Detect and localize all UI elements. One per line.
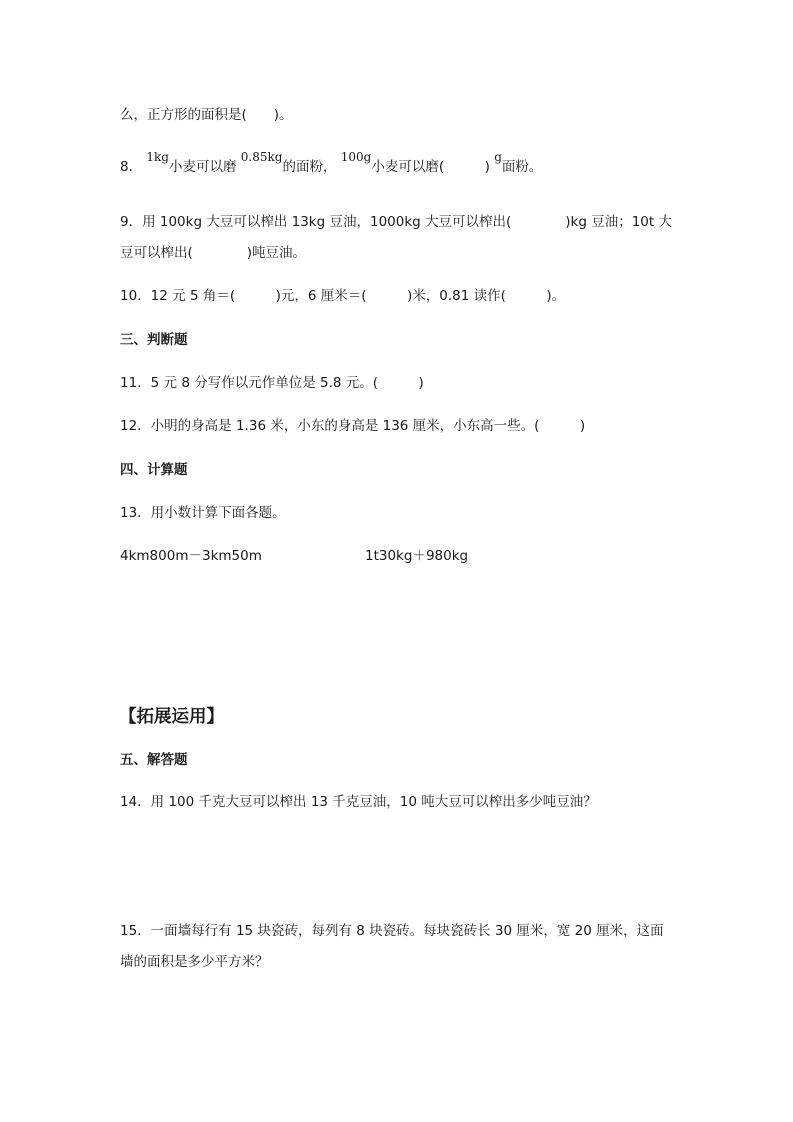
question-9-line-1: 9．用 100kg 大豆可以榨出 13kg 豆油，1000kg 大豆可以榨出( )kg 豆油；10t 大 xyxy=(120,214,672,230)
calc-problem-2: 1t30kg＋980kg xyxy=(365,548,469,564)
section-5-heading: 五、解答题 xyxy=(120,752,188,768)
question-15-line-1: 15．一面墙每行有 15 块瓷砖，每列有 8 块瓷砖。每块瓷砖长 30 厘米，宽 20 厘米，这面 xyxy=(120,923,664,939)
question-8 xyxy=(120,150,543,176)
section-4-heading: 四、计算题 xyxy=(120,462,188,478)
question-8-sup-4: g xyxy=(494,150,502,164)
question-11: 11．5 元 8 分写作以元作单位是 5.8 元。( ) xyxy=(120,375,424,391)
question-13: 13．用小数计算下面各题。 xyxy=(120,505,286,521)
question-10: 10．12 元 5 角＝( )元，6 厘米＝( )米，0.81 读作( )。 xyxy=(120,288,566,304)
question-12: 12．小明的身高是 1.36 米，小东的身高是 136 厘米，小东高一些。( ) xyxy=(120,418,586,434)
question-8-sup-3: 100g xyxy=(340,150,372,164)
question-8-text-3: 小麦可以磨( ) xyxy=(371,159,490,175)
question-15-line-2: 墙的面积是多少平方米？ xyxy=(120,954,269,970)
question-9-line-2: 豆可以榨出( )吨豆油。 xyxy=(120,245,307,261)
question-8-text-4: 面粉。 xyxy=(501,159,543,175)
question-14: 14．用 100 千克大豆可以榨出 13 千克豆油，10 吨大豆可以榨出多少吨豆油？ xyxy=(120,794,597,810)
section-3-heading: 三、判断题 xyxy=(120,332,188,348)
question-8-text-2: 的面粉， xyxy=(282,159,337,175)
calc-problem-1: 4km800m－3km50m xyxy=(120,548,262,564)
question-8-number: 8． xyxy=(120,159,143,175)
extension-banner: 【拓展运用】 xyxy=(119,707,224,727)
question-8-sup-2: 0.85kg xyxy=(240,150,283,164)
question-8-sup-1: 1kg xyxy=(146,150,169,164)
question-8-text-1: 小麦可以磨 xyxy=(168,159,237,175)
question-7-tail: 么，正方形的面积是( )。 xyxy=(120,107,293,123)
